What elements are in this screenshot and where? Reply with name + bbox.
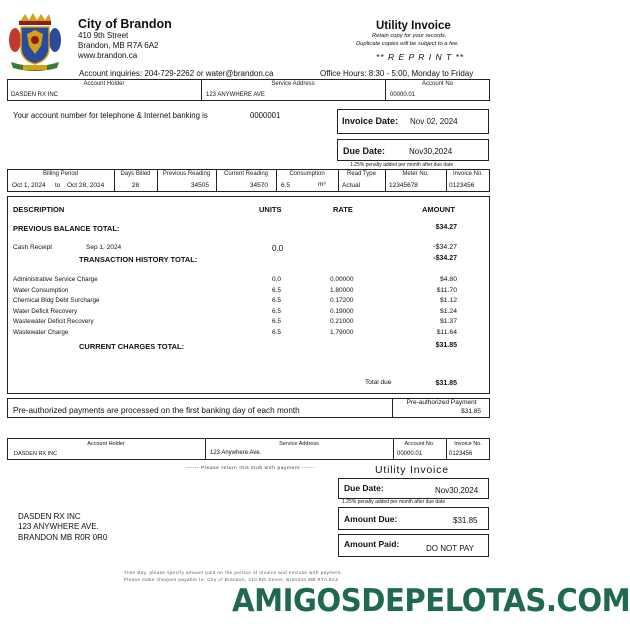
total-due-label: Total due	[365, 379, 392, 386]
total-due-amount: $31.85	[435, 380, 457, 387]
col-description-header: DESCRIPTION	[13, 205, 65, 214]
charge-rate: 0.19000	[330, 307, 354, 315]
billing-period-label: Billing Period	[42, 171, 79, 177]
cash-receipt-label: Cash Receipt	[13, 244, 53, 251]
stub-amount-due-value: $31.85	[453, 516, 478, 525]
city-address-line2: Brandon, MB R7A 6A2	[78, 41, 159, 50]
charge-description: Wastewater Charge	[13, 328, 69, 336]
city-crest-logo	[7, 12, 63, 74]
charge-amount: $1.24	[439, 307, 457, 315]
meter-no-value: 12345678	[389, 182, 418, 189]
cash-receipt-amount: -$34.27	[433, 244, 457, 251]
duplicate-note: Duplicate copies will be subject to a fee.	[356, 41, 459, 47]
stub-holder-label: Account Holder	[87, 441, 125, 447]
preauth-label: Pre-authorized Payment	[406, 399, 477, 406]
read-type-value: Actual	[342, 182, 361, 189]
stub-invoice-label: Invoice No.	[454, 441, 482, 447]
service-address-value: 123 ANYWHERE AVE	[206, 92, 265, 98]
current-reading-value: 34570	[249, 182, 268, 189]
invoice-date-label: Invoice Date:	[342, 116, 399, 126]
invoice-date-value: Nov 02, 2024	[410, 117, 458, 126]
billing-period-from: Oct 1, 2024	[12, 182, 46, 189]
stub-due-label: Due Date:	[344, 483, 384, 493]
fine-print-line2: Please make cheques payable to: City of Brandon, 410 9th Street, Brandon MB R7A 6A2	[124, 577, 339, 582]
charge-amount: $1.12	[439, 297, 457, 304]
charge-description: Wastewater Deficit Recovery	[13, 318, 94, 325]
charge-amount: $1.37	[439, 318, 457, 325]
service-address-label: Service Address	[271, 81, 315, 87]
previous-reading-value: 34505	[190, 182, 209, 189]
due-date-value: Nov30,2024	[409, 147, 453, 156]
current-charges-amount: $31.85	[435, 342, 457, 349]
account-inquiries: Account inquiries: 204-729-2262 or water@brandon.ca	[79, 69, 274, 78]
charge-rate: 0.00000	[330, 276, 354, 283]
stub-service-value: 123 Anywhere Ave.	[210, 450, 262, 456]
billing-period-to: Oct 28, 2024	[67, 182, 105, 189]
charge-amount: $11.64	[436, 328, 457, 336]
previous-balance-label: PREVIOUS BALANCE TOTAL:	[13, 224, 120, 233]
account-holder-value: DASDEN RX INC	[11, 92, 59, 98]
reprint-label: ** R E P R I N T **	[376, 52, 465, 62]
invoice-title: Utility Invoice	[376, 20, 451, 32]
col-units-header: UNITS	[259, 205, 282, 214]
previous-reading-label: Previous Reading	[162, 171, 211, 177]
meter-no-label: Meter No.	[402, 171, 429, 177]
transaction-history-label: TRANSACTION HISTORY TOTAL:	[79, 255, 198, 264]
preauth-amount: $31.85	[461, 408, 481, 415]
previous-balance-amount: $34.27	[435, 224, 457, 231]
account-no-label: Account No	[421, 81, 454, 87]
charge-rate: 0.17200	[330, 297, 354, 304]
stub-holder-value: DASDEN RX INC	[14, 451, 58, 457]
charge-description: Water Consumption	[13, 286, 69, 294]
charge-description: Water Deficit Recovery	[13, 307, 78, 315]
current-charges-label: CURRENT CHARGES TOTAL:	[79, 342, 185, 351]
consumption-unit: m³	[318, 181, 326, 188]
due-date-label: Due Date:	[343, 146, 386, 156]
days-billed-value: 28	[131, 182, 140, 189]
charge-units: 6.5	[272, 307, 282, 315]
stub-acct-value: 00000.01	[397, 451, 423, 457]
cash-receipt-date: Sep 1, 2024	[86, 244, 122, 251]
telephone-banking-text: Your account number for telephone & Internet banking is	[13, 111, 208, 120]
col-amount-header: AMOUNT	[422, 205, 455, 214]
stub-invoice-value: 0123456	[449, 451, 473, 457]
watermark-text: AMIGOSDEPELOTAS.COM	[232, 583, 630, 619]
days-billed-label: Days Billed	[120, 171, 151, 177]
office-hours: Office Hours: 8:30 - 5:00, Monday to Friday	[320, 69, 474, 78]
charge-rate: 0.21000	[330, 318, 354, 325]
stub-acct-label: Account No.	[404, 441, 435, 447]
retain-note: Retain copy for your records.	[372, 33, 447, 39]
transaction-history-amount: -$34.27	[433, 255, 457, 262]
city-name: City of Brandon	[78, 17, 172, 31]
fine-print-line1: Time Bay, please specify amount paid on the portion of invoice and enclose with payment.	[124, 570, 343, 575]
invoice-no-label: Invoice No.	[452, 171, 483, 177]
charge-rate: 1.80000	[330, 286, 354, 294]
telephone-account-number: 0000001	[250, 111, 281, 120]
current-reading-label: Current Reading	[223, 171, 269, 177]
charge-units: 6.5	[272, 297, 282, 304]
return-stub-note: ------ Please return this stub with payment ------	[186, 466, 316, 471]
stub-amount-paid-value: DO NOT PAY	[426, 544, 475, 553]
mailing-address-line3: BRANDON MB R0R 0R0	[18, 533, 108, 542]
stub-amount-paid-label: Amount Paid:	[344, 539, 400, 549]
invoice-no-value: 0123456	[449, 182, 475, 189]
stub-penalty-note: 1.25% penalty added per month after due date	[342, 499, 446, 505]
charge-description: Chemical Bldg Debt Surcharge	[13, 297, 100, 304]
stub-amount-due-label: Amount Due:	[344, 514, 398, 524]
charge-rate: 1.79000	[330, 328, 354, 336]
stub-service-label: Service Address	[279, 441, 319, 447]
city-website[interactable]: www.brandon.ca	[78, 51, 138, 60]
charge-amount: $4.80	[439, 276, 457, 283]
stub-due-value: Nov30,2024	[435, 486, 479, 495]
account-holder-label: Account Holder	[83, 81, 125, 87]
charge-amount: $11.70	[436, 286, 457, 294]
consumption-value: 6.5	[281, 182, 291, 189]
billing-period-to-word: to	[55, 182, 61, 189]
preauth-text: Pre-authorized payments are processed on the first banking day of each month	[13, 406, 300, 415]
charge-units: 0.0	[272, 276, 282, 283]
charge-units: 6.5	[272, 328, 282, 336]
mailing-address-line1: DASDEN RX INC	[18, 512, 81, 521]
mailing-address-line2: 123 ANYWHERE AVE.	[18, 522, 99, 531]
consumption-label: Consumption	[289, 171, 325, 177]
charge-description: Administrative Service Charge	[13, 276, 98, 283]
city-address-line1: 410 9th Street	[78, 31, 129, 40]
cash-receipt-units: 0.0	[272, 244, 284, 253]
col-rate-header: RATE	[333, 205, 353, 214]
stub-title: Utility Invoice	[375, 464, 449, 476]
account-no-value: 00000.01	[390, 92, 416, 98]
charge-units: 6.5	[272, 286, 282, 294]
charge-units: 6.5	[272, 318, 282, 325]
read-type-label: Read Type	[347, 171, 376, 177]
due-date-penalty: 1.25% penalty added per month after due date	[350, 162, 454, 168]
